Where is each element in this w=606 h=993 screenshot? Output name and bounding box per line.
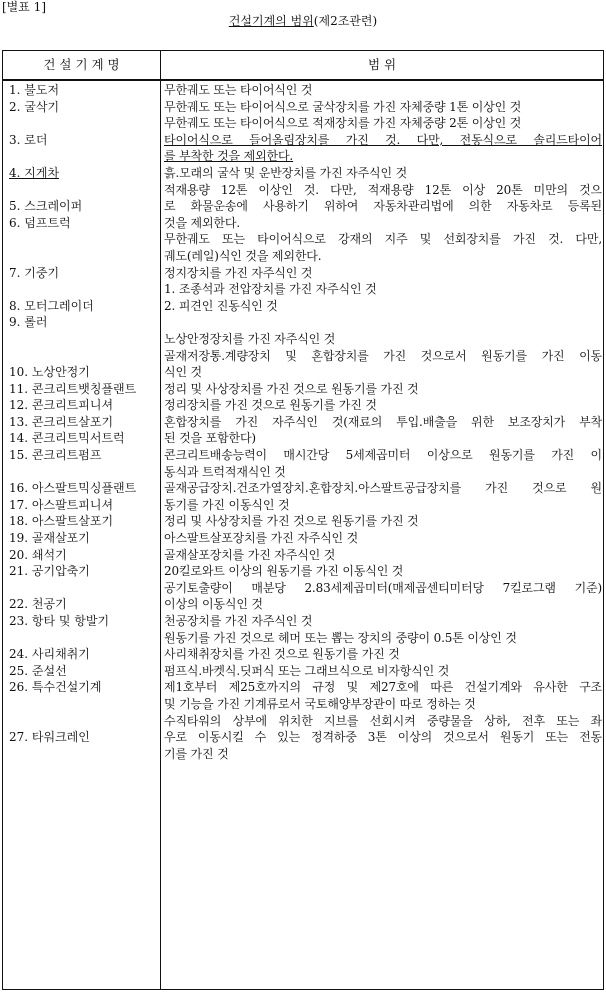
range-line: 무한궤도 또는 타이어식으로 강재의 지주 및 선회장치를 가진 것. 다만, xyxy=(164,232,602,247)
machine-name-line: 20. 쇄석기 xyxy=(9,547,67,562)
machine-name-line: 10. 노상안정기 xyxy=(9,365,90,380)
machine-name-line xyxy=(9,165,159,182)
machine-name-line xyxy=(9,713,159,730)
range-line: 것을 제외한다. xyxy=(164,215,240,230)
range-line: 흙.모래의 굴삭 및 운반장치를 가진 자주식인 것 xyxy=(164,165,408,180)
range-line: 동식과 트럭적재식인 것 xyxy=(164,464,286,479)
column-divider xyxy=(160,51,161,989)
range-line: 정리 및 사상장치를 가진 것으로 원동기를 가진 것 xyxy=(164,381,419,396)
range-line: 무한궤도 또는 타이어식으로 적재장치를 가진 자체중량 2톤 이상인 것 xyxy=(164,116,522,131)
machine-name-line: 12. 콘크리트피니셔 xyxy=(9,398,114,413)
construction-machinery-table xyxy=(2,50,604,990)
range-line: 정지장치를 가진 자주식인 것 xyxy=(164,265,313,280)
machine-name-column xyxy=(9,82,159,762)
machine-name-line: 21. 공기압축기 xyxy=(9,564,90,579)
machine-name-line: 1. 불도저 xyxy=(9,83,60,97)
machine-name-line: 25. 준설선 xyxy=(9,663,67,678)
machine-name-line xyxy=(9,281,159,298)
range-line: 사리채취장치를 가진 것으로 원동기를 가진 것 xyxy=(164,647,400,662)
machine-name-line: 16. 아스팔트믹싱플랜트 xyxy=(9,481,137,496)
title-sub: (제2조관련) xyxy=(313,14,378,28)
machine-name-line: 27. 타워크레인 xyxy=(9,730,90,745)
range-line: 아스팔트살포장치를 가진 자주식인 것 xyxy=(164,531,359,546)
range-line: 혼합장치를 가진 자주식인 것(재료의 투입.배출을 위한 보조장치가 부착 xyxy=(164,414,602,429)
machine-name-line: 6. 덤프트럭 xyxy=(9,215,71,230)
machine-name-line: 15. 콘크리트펌프 xyxy=(9,448,102,463)
machine-name-line xyxy=(9,148,159,165)
range-line: 무한궤도 또는 타이어식으로 굴삭장치를 가진 자체중량 1톤 이상인 것 xyxy=(164,99,522,114)
header-machine-name: 건 설 기 계 명 xyxy=(43,57,120,72)
machine-name-forklift: 4. 지게차 xyxy=(9,165,60,180)
range-line: 노상안정장치를 가진 자주식인 것 xyxy=(164,331,336,346)
range-line: 2. 피견인 진동식인 것 xyxy=(164,298,278,313)
header-divider xyxy=(3,79,603,81)
document-title xyxy=(0,14,606,28)
range-line: 우로 이동시킬 수 있는 정격하중 3톤 이상의 것으로서 원동기 또는 전동 xyxy=(164,730,602,745)
machine-name-line xyxy=(9,746,159,763)
range-line xyxy=(164,148,602,165)
range-line: 궤도(레일)식인 것을 제외한다. xyxy=(164,248,322,263)
header-range: 범 위 xyxy=(367,57,397,72)
machine-name-line xyxy=(9,231,159,248)
range-line xyxy=(164,314,602,331)
range-line: 동기를 가진 이동식인 것 xyxy=(164,497,290,512)
machine-name-line xyxy=(9,580,159,597)
machine-name-line: 14. 콘크리트믹서트럭 xyxy=(9,431,125,446)
machine-name-line xyxy=(9,331,159,348)
machine-name-line: 8. 모터그레이더 xyxy=(9,298,94,313)
range-line: 정리장치를 가진 것으로 원동기를 가진 것 xyxy=(164,398,377,413)
machine-name-line: 7. 기중기 xyxy=(9,265,60,280)
machine-name-line: 24. 사리채취기 xyxy=(9,647,90,662)
range-line: 타이어식으로 들어올림장치를 가진 것. 다만, 전동식으로 솔리드타이어 xyxy=(164,132,602,147)
range-line: 제1호부터 제25호까지의 규정 및 제27호에 따른 건설기계와 유사한 구조 xyxy=(164,680,602,695)
machine-name-line xyxy=(9,464,159,481)
range-line: 이상의 이동식인 것 xyxy=(164,597,263,612)
range-line: 펌프식.바켓식.딧퍼식 또는 그래브식으로 비자항식인 것 xyxy=(164,663,450,678)
range-line: 수직타워의 상부에 위치한 지브를 선회시켜 중량물을 상하, 전후 또는 좌 xyxy=(164,713,602,728)
machine-name-line xyxy=(9,696,159,713)
range-line: 골재공급장치.건조가열장치.혼합장치.아스팔트공급장치를 가진 것으로 원 xyxy=(164,481,602,496)
machine-name-line: 23. 항타 및 항발기 xyxy=(9,614,110,628)
range-line: 콘크리트배송능력이 매시간당 5세제곱미터 이상으로 원동기를 가진 이 xyxy=(164,448,602,463)
machine-name-line: 13. 콘크리트살포기 xyxy=(9,414,114,429)
range-line: 된 것을 포함한다) xyxy=(164,431,256,446)
range-line: 적재용량 12톤 이상인 것. 다만, 적재용량 12톤 이상 20톤 미만의 것으 xyxy=(164,182,602,197)
range-line: 골재저장통.계량장치 및 혼합장치를 가진 것으로서 원동기를 가진 이동 xyxy=(164,348,602,363)
range-line: 및 기능을 가진 기계류로서 국토해양부장관이 따로 정하는 것 xyxy=(164,696,476,711)
machine-name-line: 22. 천공기 xyxy=(9,597,67,612)
range-line: 정리 및 사상장치를 가진 것으로 원동기를 가진 것 xyxy=(164,514,419,529)
range-line: 원동기를 가진 것으로 헤머 또는 뽑는 장치의 중량이 0.5톤 이상인 것 xyxy=(164,630,517,645)
range-line: 무한궤도 또는 타이어식인 것 xyxy=(164,83,313,97)
machine-name-line: 5. 스크레이퍼 xyxy=(9,199,83,214)
machine-name-line: 17. 아스팔트피니셔 xyxy=(9,497,114,512)
range-line-underlined: 를 부착한 것을 제외한다. xyxy=(164,149,294,164)
machine-name-line: 3. 로더 xyxy=(9,132,48,147)
machine-name-line xyxy=(9,248,159,265)
machine-name-line xyxy=(9,630,159,647)
range-line: 천공장치를 가진 자주식인 것 xyxy=(164,614,313,628)
range-line: 식인 것 xyxy=(164,365,202,380)
machine-name-line: 9. 롤러 xyxy=(9,315,48,330)
machine-name-line xyxy=(9,115,159,132)
machine-name-line: 11. 콘크리트뱃칭플랜트 xyxy=(9,381,137,396)
machine-name-line xyxy=(9,182,159,199)
machine-name-line: 19. 골재살포기 xyxy=(9,531,90,546)
machine-name-line: 26. 특수건설기계 xyxy=(9,680,102,695)
range-line: 공기토출량이 매분당 2.83세제곱미터(매제곱센티미터당 7킬로그램 기준) xyxy=(164,580,602,595)
annex-label: [별표 1] xyxy=(2,0,46,14)
machine-name-line: 2. 굴삭기 xyxy=(9,99,60,114)
range-line: 20킬로와트 이상의 원동기를 가진 이동식인 것 xyxy=(164,564,404,579)
range-column xyxy=(164,82,602,762)
range-line: 골재살포장치를 가진 자주식인 것 xyxy=(164,547,336,562)
title-main: 건설기계의 범위 xyxy=(228,14,314,28)
machine-name-line xyxy=(9,348,159,365)
range-line: 1. 조종석과 전압장치를 가진 자주식인 것 xyxy=(164,282,377,297)
range-line: 기를 가진 것 xyxy=(164,746,229,761)
range-line: 로 화물운송에 사용하기 위하여 자동차관리법에 의한 자동차로 등록된 xyxy=(164,199,602,214)
machine-name-line: 18. 아스팔트살포기 xyxy=(9,514,114,529)
